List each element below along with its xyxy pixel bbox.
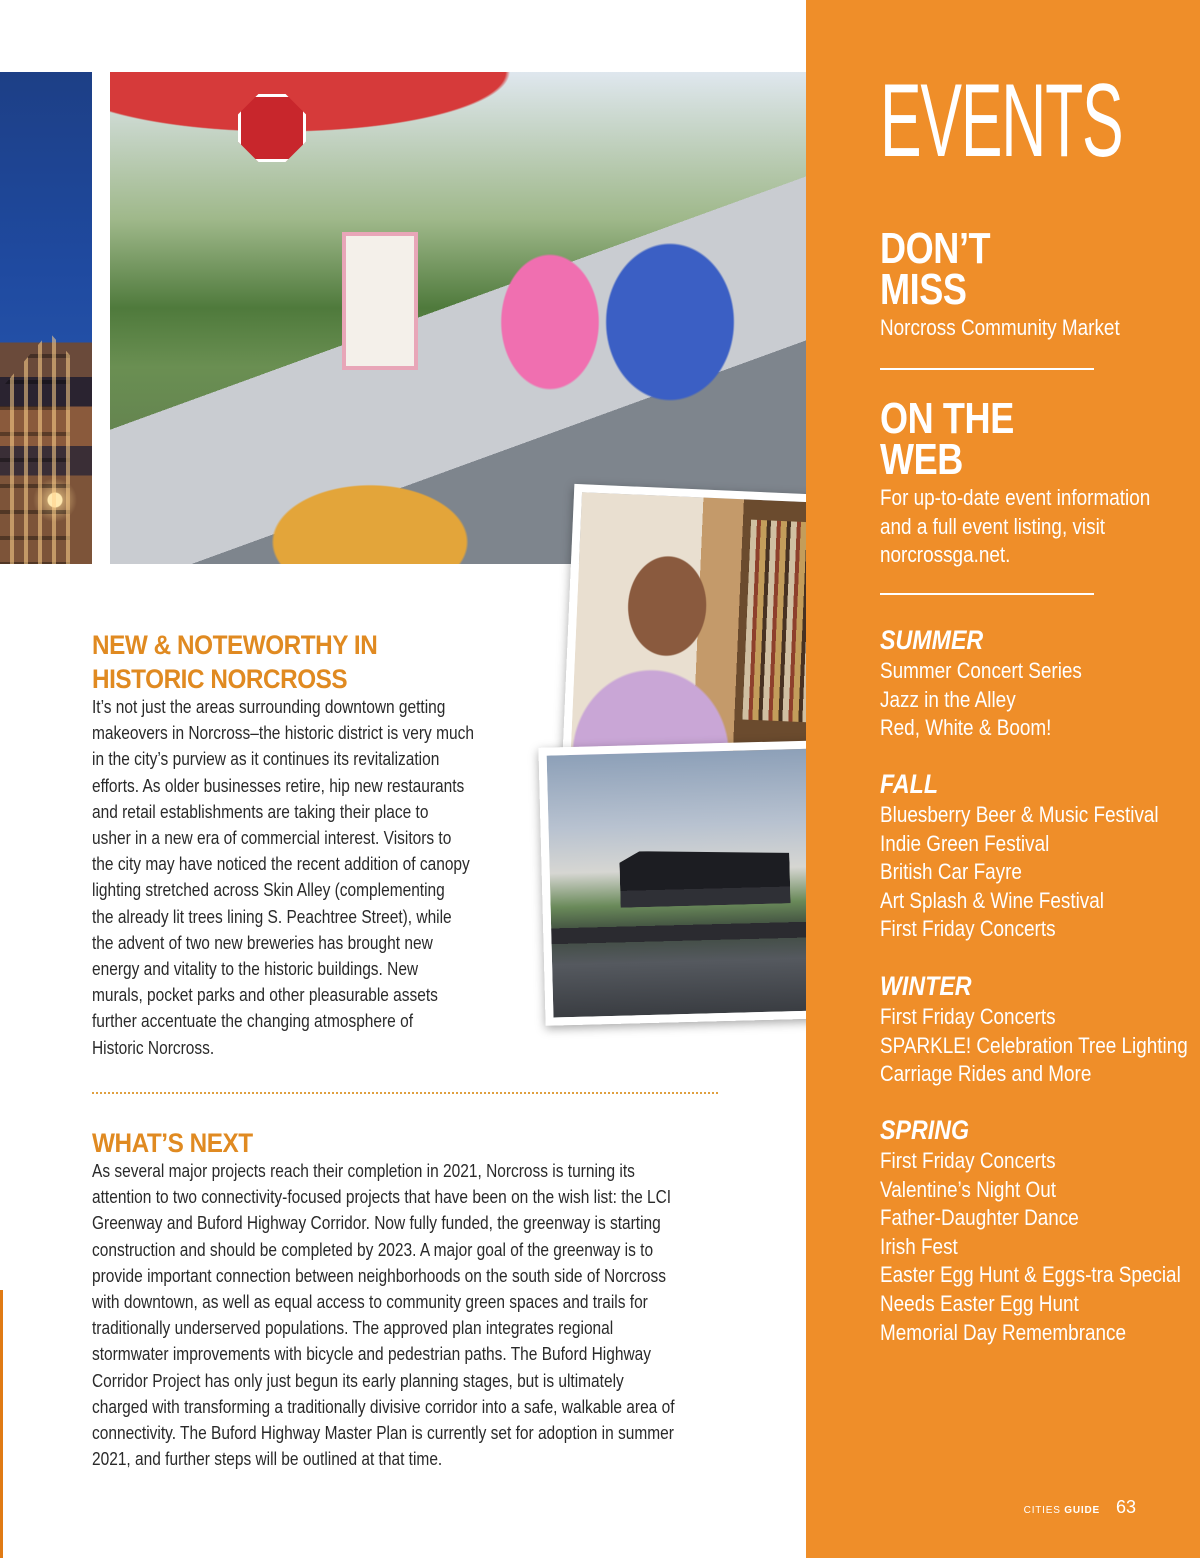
winter-events-list: [880, 1003, 1188, 1089]
events-sidebar: [806, 0, 1200, 1558]
dont-miss-event: Norcross Community Market: [880, 315, 1120, 340]
dont-miss-heading-line: MISS: [880, 265, 967, 314]
body-line: It’s not just the areas surrounding downtown getting: [92, 697, 446, 717]
event-item: Indie Green Festival: [880, 830, 1050, 856]
noteworthy-body: [92, 694, 522, 1061]
event-item: Carriage Rides and More: [880, 1061, 1092, 1087]
noteworthy-heading-line: HISTORIC NORCROSS: [92, 664, 348, 694]
body-line: Greenway and Buford Highway Corridor. Now fully funded, the greenway is starting: [92, 1213, 661, 1234]
event-item: Irish Fest: [880, 1233, 958, 1259]
body-line: lighting stretched across Skin Alley (complementing: [92, 880, 445, 901]
body-line: usher in a new era of commercial interest. Visitors to: [92, 828, 452, 849]
event-item: Bluesberry Beer & Music Festival: [880, 802, 1159, 827]
body-line: As several major projects reach their completion in 2021, Norcross is turning its: [92, 1161, 635, 1181]
section-divider: [92, 1092, 718, 1094]
on-the-web-line: and a full event listing, visit: [880, 513, 1106, 539]
event-item: SPARKLE! Celebration Tree Lighting: [880, 1032, 1188, 1058]
sidebar-divider: [880, 368, 1094, 370]
summer-events-list: [880, 657, 1082, 743]
on-the-web-heading-line: WEB: [880, 435, 963, 484]
event-item: Jazz in the Alley: [880, 686, 1016, 712]
event-item: Valentine’s Night Out: [880, 1176, 1056, 1202]
body-line: and retail establishments are taking their place to: [92, 801, 429, 822]
event-item: Father-Daughter Dance: [880, 1205, 1079, 1231]
body-line: Corridor Project has only just begun its early planning stages, but is ultimately: [92, 1370, 624, 1391]
events-title: EVENTS: [880, 63, 1123, 179]
body-line: charged with transforming a traditionally divisive corridor into a safe, walkable area of: [92, 1396, 675, 1417]
left-edge-accent: [0, 1290, 3, 1558]
body-line: 2021, and further steps will be outlined at that time.: [92, 1449, 443, 1470]
body-line: traditionally underserved populations. The approved plan integrates regional: [92, 1318, 614, 1339]
fall-heading: FALL: [880, 769, 939, 799]
train-crossing-photo: [538, 740, 833, 1025]
event-item: First Friday Concerts: [880, 916, 1056, 942]
on-the-web-text: [880, 484, 1164, 570]
body-line: makeovers in Norcross–the historic district is very much: [92, 723, 474, 744]
body-line: Historic Norcross.: [92, 1037, 215, 1058]
winter-heading: WINTER: [880, 971, 972, 1001]
event-item: Memorial Day Remembrance: [880, 1319, 1127, 1345]
body-line: connectivity. The Buford Highway Master Plan is currently set for adoption in summer: [92, 1423, 674, 1444]
body-line: attention to two connectivity-focused projects that have been on the wish list: the LCI: [92, 1187, 672, 1208]
event-item: Easter Egg Hunt & Eggs-tra Special: [880, 1262, 1181, 1288]
sidebar-divider: [880, 593, 1094, 595]
event-item: Summer Concert Series: [880, 658, 1082, 683]
body-line: energy and vitality to the historic buildings. New: [92, 959, 419, 980]
whats-next-body: [92, 1158, 751, 1472]
spring-events-list: [880, 1147, 1181, 1347]
dont-miss-heading-line: DON’T: [880, 224, 991, 273]
event-item: Red, White & Boom!: [880, 715, 1052, 741]
event-item: Art Splash & Wine Festival: [880, 887, 1104, 913]
body-line: murals, pocket parks and other pleasurable assets: [92, 985, 438, 1006]
body-line: provide important connection between neighborhoods on the south side of Norcross: [92, 1265, 666, 1286]
summer-heading: SUMMER: [880, 625, 984, 655]
body-line: in the city’s purview as it continues its revitalization: [92, 749, 440, 770]
spring-heading: SPRING: [880, 1115, 970, 1145]
event-item: British Car Fayre: [880, 859, 1022, 885]
event-item: First Friday Concerts: [880, 1004, 1056, 1029]
body-line: construction and should be completed by 2023. A major goal of the greenway is to: [92, 1239, 654, 1260]
on-the-web-heading: [880, 394, 1093, 484]
page-number: 63: [1115, 1497, 1136, 1517]
on-the-web-heading-line: ON THE: [880, 394, 1014, 443]
publication-name: [1024, 1505, 1100, 1516]
noteworthy-heading: [92, 628, 470, 696]
body-line: with downtown, as well as equal access to community green spaces and trails for: [92, 1292, 648, 1313]
event-item: First Friday Concerts: [880, 1148, 1056, 1173]
publication-name-bold: GUIDE: [1064, 1505, 1100, 1516]
body-line: further accentuate the changing atmosphere of: [92, 1011, 413, 1032]
body-line: the city may have noticed the recent addition of canopy: [92, 854, 470, 875]
whats-next-heading: WHAT’S NEXT: [92, 1128, 253, 1158]
page-footer: [1024, 1497, 1136, 1518]
fall-events-list: [880, 801, 1159, 944]
building-photo: [0, 72, 92, 564]
body-line: efforts. As older businesses retire, hip new restaurants: [92, 775, 465, 796]
dont-miss-heading: [880, 224, 1093, 314]
body-line: the already lit trees lining S. Peachtree Street), while: [92, 906, 452, 927]
body-line: stormwater improvements with bicycle and pedestrian paths. The Buford Highway: [92, 1344, 651, 1365]
body-line: the advent of two new breweries has brought new: [92, 932, 433, 953]
on-the-web-line: For up-to-date event information: [880, 485, 1151, 510]
website-link[interactable]: norcrossga.net.: [880, 542, 1011, 568]
publication-name-light: CITIES: [1023, 1505, 1061, 1516]
noteworthy-heading-line: NEW & NOTEWORTHY IN: [92, 630, 378, 660]
event-item: Needs Easter Egg Hunt: [880, 1290, 1079, 1316]
